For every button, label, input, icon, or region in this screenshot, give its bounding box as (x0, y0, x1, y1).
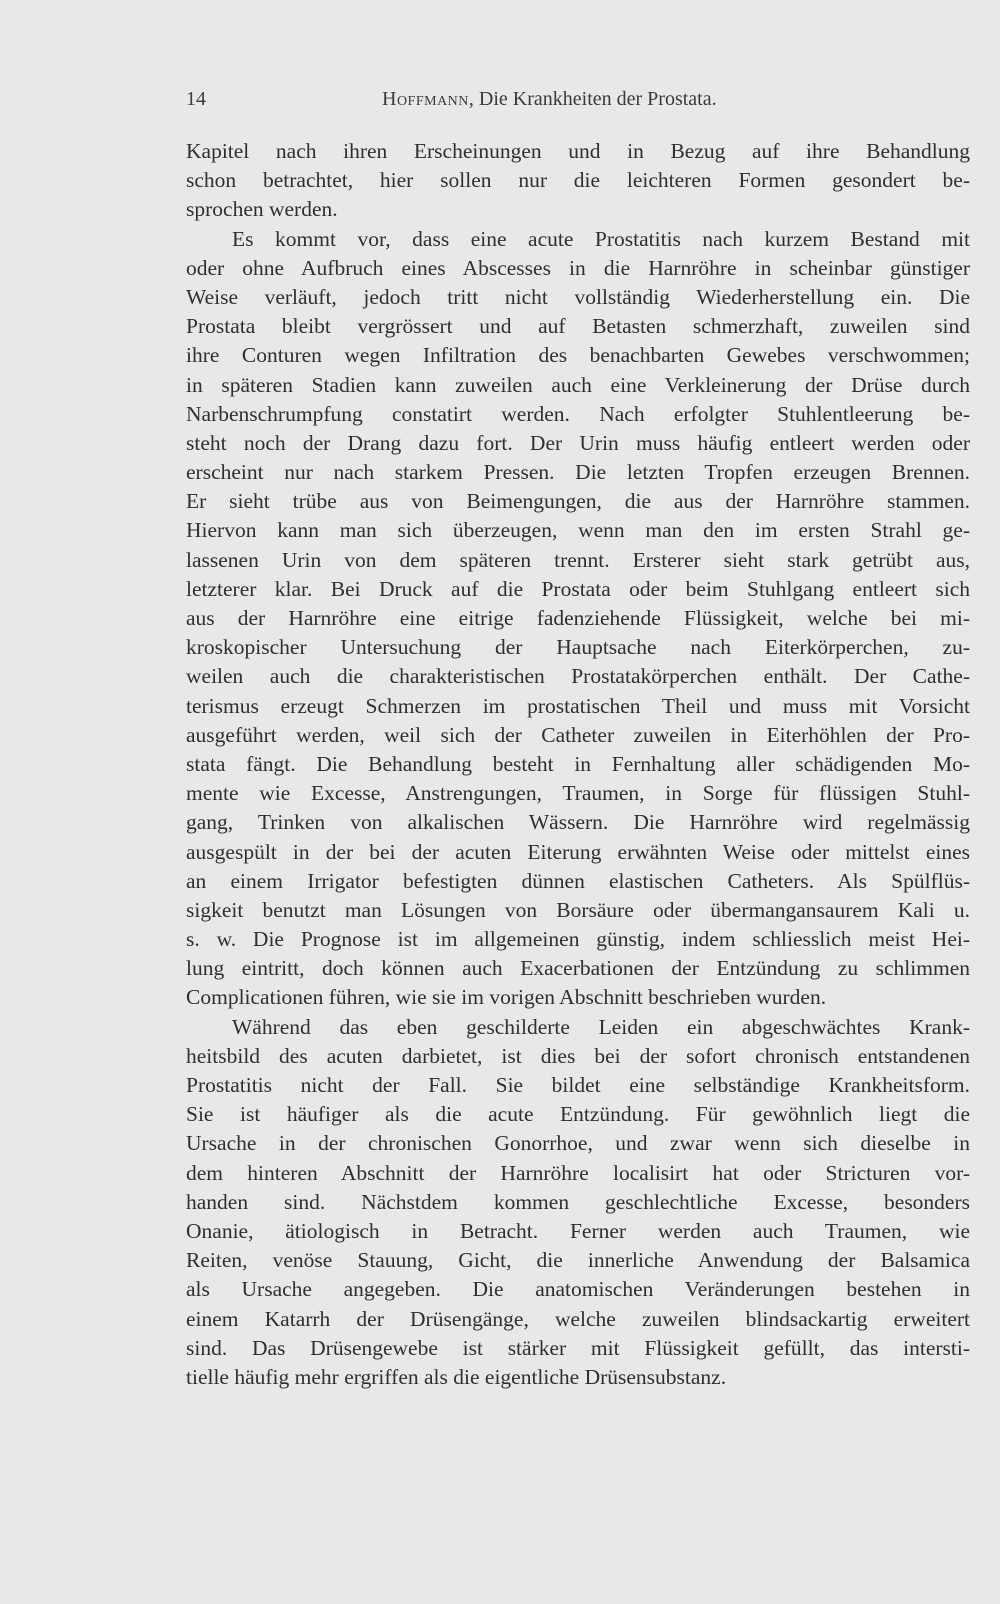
text-line: handen sind. Nächstdem kommen geschlechtliche Excesse, besonders (186, 1189, 970, 1214)
body-text (186, 137, 970, 1392)
text-line: mente wie Excesse, Anstrengungen, Traumen, in Sorge für flüssigen Stuhl- (186, 781, 970, 806)
text-line: kroskopischer Untersuchung der Hauptsache nach Eiterkörperchen, zu- (186, 635, 970, 660)
text-line: Hiervon kann man sich überzeugen, wenn man den im ersten Strahl ge- (186, 518, 970, 543)
text-line: Ursache in der chronischen Gonorrhoe, und zwar wenn sich dieselbe in (186, 1131, 970, 1156)
text-line: Narbenschrumpfung constatirt werden. Nach erfolgter Stuhlentleerung be- (186, 401, 970, 426)
text-line: schon betrachtet, hier sollen nur die leichteren Formen gesondert be- (186, 168, 970, 193)
text-line: lassenen Urin von dem späteren trennt. Ersterer sieht stark getrübt aus, (186, 547, 970, 572)
text-line: ihre Conturen wegen Infiltration des benachbarten Gewebes verschwommen; (186, 343, 970, 368)
running-title (382, 88, 717, 111)
text-line: sind. Das Drüsengewebe ist stärker mit Flüssigkeit gefüllt, das intersti- (186, 1335, 970, 1360)
text-line: Weise verläuft, jedoch tritt nicht vollständig Wiederherstellung ein. Die (186, 284, 970, 309)
running-title-text: , Die Krankheiten der Prostata. (468, 88, 717, 110)
text-line: Prostata bleibt vergrössert und auf Betasten schmerzhaft, zuweilen sind (186, 314, 970, 339)
text-line: als Ursache angegeben. Die anatomischen Veränderungen bestehen in (186, 1277, 970, 1302)
text-line: Complicationen führen, wie sie im vorigen Abschnitt beschrieben wurden. (186, 985, 827, 1010)
text-line: in späteren Stadien kann zuweilen auch eine Verkleinerung der Drüse durch (186, 372, 970, 397)
text-line: Kapitel nach ihren Erscheinungen und in Bezug auf ihre Behandlung (186, 139, 970, 163)
text-line: gang, Trinken von alkalischen Wässern. Die Harnröhre wird regelmässig (186, 810, 970, 835)
text-line: s. w. Die Prognose ist im allgemeinen günstig, indem schliesslich meist Hei- (186, 927, 970, 952)
text-line: einem Katarrh der Drüsengänge, welche zuweilen blindsackartig erweitert (186, 1306, 970, 1331)
text-line: weilen auch die charakteristischen Prostatakörperchen enthält. Der Cathe- (186, 664, 970, 689)
text-line: lung eintritt, doch können auch Exacerbationen der Entzündung zu schlimmen (186, 956, 970, 981)
text-line: aus der Harnröhre eine eitrige fadenziehende Flüssigkeit, welche bei mi- (186, 606, 970, 630)
text-line: oder ohne Aufbruch eines Abscesses in die Harnröhre in scheinbar günstiger (186, 255, 970, 280)
text-line: Reiten, venöse Stauung, Gicht, die innerliche Anwendung der Balsamica (186, 1248, 970, 1273)
running-title-author: Hoffmann (382, 88, 469, 110)
text-line: terismus erzeugt Schmerzen im prostatischen Theil und muss mit Vorsicht (186, 693, 970, 718)
text-line: tielle häufig mehr ergriffen als die eigentliche Drüsensubstanz. (186, 1364, 727, 1389)
text-line: steht noch der Drang dazu fort. Der Urin muss häufig entleert werden oder (186, 430, 970, 455)
running-header (186, 88, 972, 118)
text-line: erscheint nur nach starkem Pressen. Die letzten Tropfen erzeugen Brennen. (186, 460, 970, 485)
text-line: letzterer klar. Bei Druck auf die Prostata oder beim Stuhlgang entleert sich (186, 576, 970, 601)
text-line: Onanie, ätiologisch in Betracht. Ferner werden auch Traumen, wie (186, 1218, 970, 1243)
text-line: sprochen werden. (186, 197, 338, 222)
text-line: sigkeit benutzt man Lösungen von Borsäure oder übermangansaurem Kali u. (186, 897, 970, 922)
text-line: stata fängt. Die Behandlung besteht in Fernhaltung aller schädigenden Mo- (186, 751, 970, 776)
text-line: heitsbild des acuten darbietet, ist dies bei der sofort chronisch entstandenen (186, 1043, 970, 1068)
text-line: Er sieht trübe aus von Beimengungen, die aus der Harnröhre stammen. (186, 489, 970, 514)
text-line: ausgespült in der bei der acuten Eiterung erwähnten Weise oder mittelst eines (186, 839, 970, 864)
text-line: ausgeführt werden, weil sich der Catheter zuweilen in Eiterhöhlen der Pro- (186, 722, 970, 747)
page-number: 14 (186, 88, 206, 110)
text-line: dem hinteren Abschnitt der Harnröhre localisirt hat oder Stricturen vor- (186, 1160, 970, 1185)
text-line: Sie ist häufiger als die acute Entzündung. Für gewöhnlich liegt die (186, 1102, 970, 1127)
text-line: Es kommt vor, dass eine acute Prostatitis nach kurzem Bestand mit (232, 226, 970, 251)
text-line: Prostatitis nicht der Fall. Sie bildet eine selbständige Krankheitsform. (186, 1073, 970, 1097)
text-line: an einem Irrigator befestigten dünnen elastischen Catheters. Als Spülflüs- (186, 868, 970, 893)
text-line: Während das eben geschilderte Leiden ein abgeschwächtes Krank- (232, 1014, 970, 1039)
